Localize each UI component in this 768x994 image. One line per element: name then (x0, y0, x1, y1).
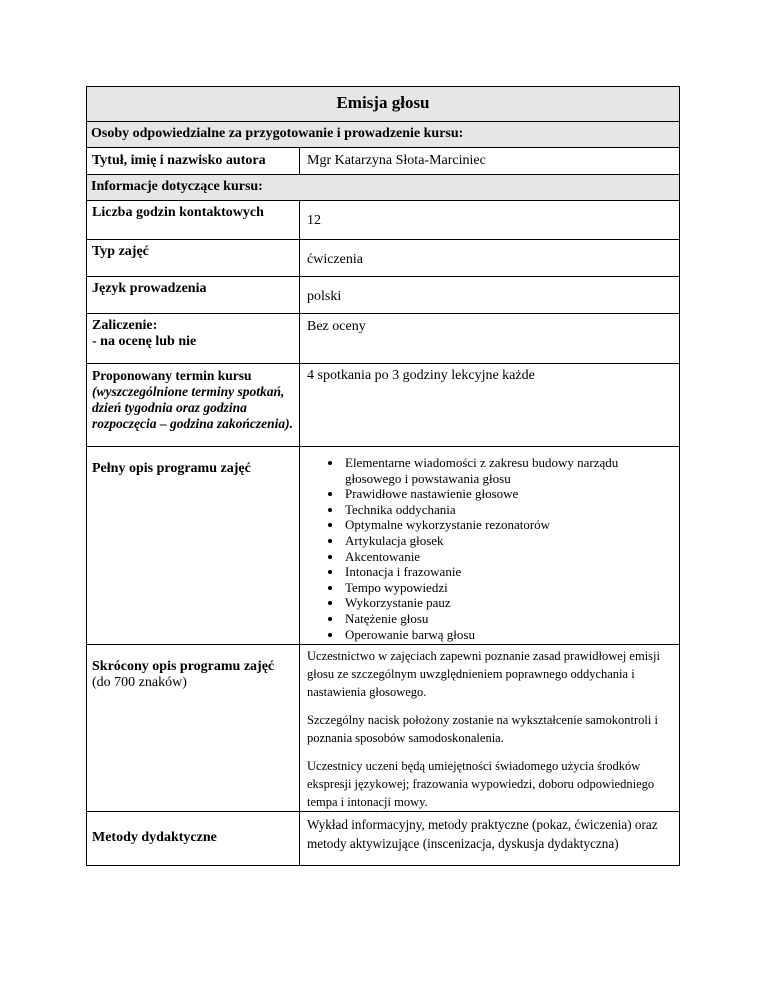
methods-value: Wykład informacyjny, metody praktyczne (pokaz, ćwiczenia) oraz metody aktywizujące (inscenizacja, dyskusja dydaktyczna) (307, 817, 658, 851)
language-row (87, 277, 679, 314)
course-title: Emisja głosu (87, 87, 679, 121)
list-item: • Artykulacja głosek (343, 533, 672, 549)
term-row (87, 364, 679, 447)
credit-row (87, 314, 679, 364)
list-item: • Prawidłowe nastawienie głosowe (343, 486, 672, 502)
short-program-paragraph-2: Szczególny nacisk położony zostanie na wykształcenie samokontroli i poznania sposobów samodoskonalenia. (307, 713, 658, 745)
author-value: Mgr Katarzyna Słota-Marciniec (307, 153, 486, 168)
language-value: polski (307, 289, 342, 304)
list-item: • Natężenie głosu (343, 611, 672, 627)
section-course-info-heading: Informacje dotyczące kursu: (87, 175, 679, 200)
section-responsible-row (87, 122, 679, 148)
short-program-label-main: Skrócony opis programu zajęć (92, 659, 275, 674)
list-item: • Optymalne wykorzystanie rezonatorów (343, 517, 672, 533)
credit-label-line-2: - na ocenę lub nie (92, 334, 197, 349)
author-label: Tytuł, imię i nazwisko autora (87, 148, 300, 174)
language-label: Język prowadzenia (87, 277, 300, 313)
term-value: 4 spotkania po 3 godziny lekcyjne każde (307, 368, 535, 383)
type-row (87, 240, 679, 277)
short-program-label (87, 645, 300, 811)
short-program-content (300, 645, 679, 811)
author-row (87, 148, 679, 175)
short-program-label-sub: (do 700 znaków) (92, 675, 187, 690)
list-item: • Wykorzystanie pauz (343, 595, 672, 611)
short-program-row (87, 645, 679, 812)
list-item: • Intonacja i frazowanie (343, 564, 672, 580)
methods-label: Metody dydaktyczne (87, 812, 300, 865)
list-item: • Elementarne wiadomości z zakresu budowy narządu głosowego i powstawania głosu (343, 455, 672, 486)
credit-value: Bez oceny (307, 319, 366, 334)
list-item: • Tempo wypowiedzi (343, 580, 672, 596)
type-value: ćwiczenia (307, 252, 363, 267)
hours-value: 12 (307, 213, 321, 228)
methods-row (87, 812, 679, 865)
section-course-info-row (87, 175, 679, 201)
full-program-list (307, 455, 672, 642)
term-label-main: Proponowany termin kursu (92, 368, 252, 383)
list-item: • Akcentowanie (343, 549, 672, 565)
credit-label-line-1: Zaliczenie: (92, 318, 158, 333)
short-program-paragraph-3: Uczestnicy uczeni będą umiejętności świadomego użycia środków ekspresji językowej; frazowania wypowiedzi, doboru odpowiedniego tempa i intonacji mowy. (307, 759, 655, 809)
list-item: • Technika oddychania (343, 502, 672, 518)
short-program-paragraph-1: Uczestnictwo w zajęciach zapewni poznanie zasad prawidłowej emisji głosu ze szczególnym uwzględnieniem poprawnego oddychania i nastawienia głosowego. (307, 649, 660, 699)
type-label: Typ zajęć (87, 240, 300, 276)
title-row (87, 87, 679, 122)
credit-label (87, 314, 300, 363)
term-label (87, 364, 300, 446)
full-program-row (87, 447, 679, 645)
full-program-label: Pełny opis programu zajęć (87, 447, 300, 644)
hours-row (87, 201, 679, 240)
full-program-content (300, 447, 679, 644)
section-responsible-heading: Osoby odpowiedzialne za przygotowanie i prowadzenie kursu: (87, 122, 679, 147)
hours-label: Liczba godzin kontaktowych (87, 201, 300, 239)
list-item: • Operowanie barwą głosu (343, 627, 672, 643)
course-table (86, 86, 680, 866)
term-label-sub: (wyszczególnione terminy spotkań, dzień tygodnia oraz godzina rozpoczęcia – godzina zakończenia). (92, 384, 294, 431)
